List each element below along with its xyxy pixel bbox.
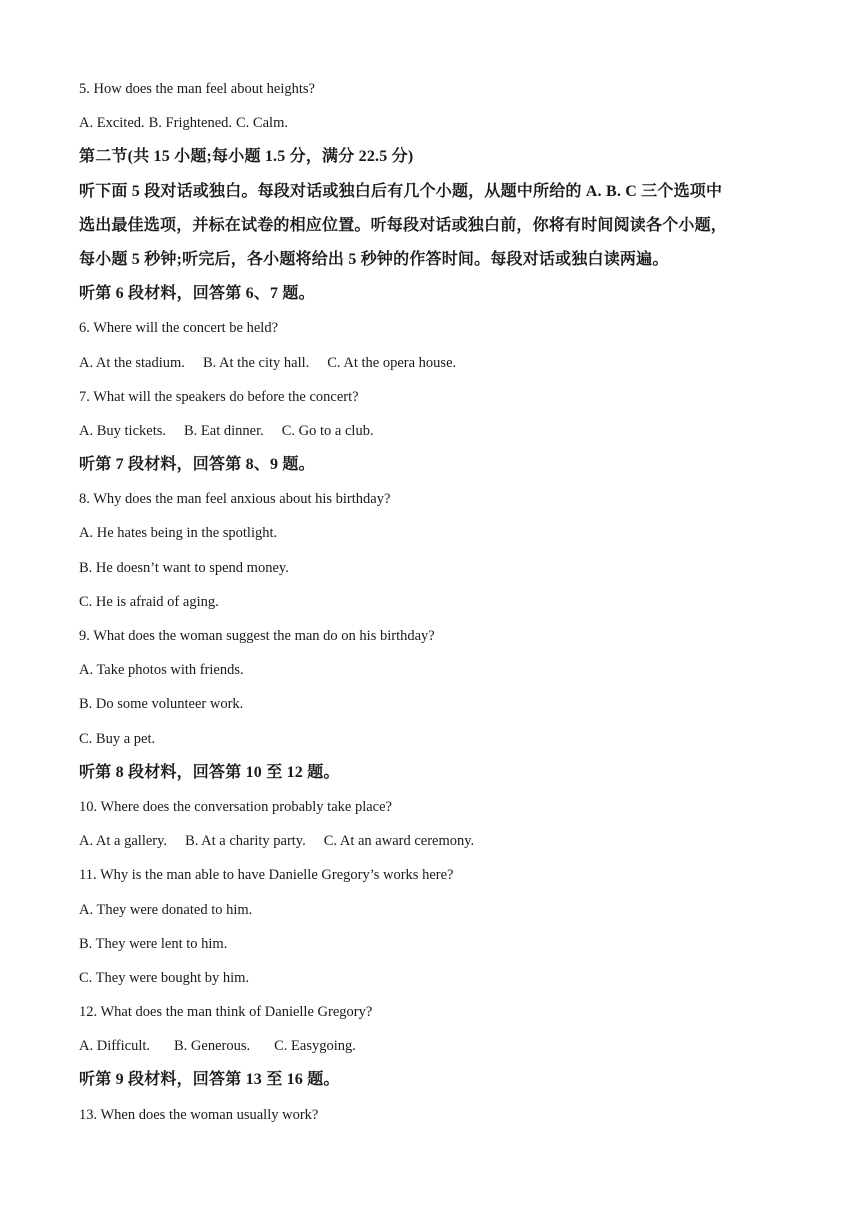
answer-option: A. Excited. [79,115,145,132]
question-text: 6. Where will the concert be held? [79,320,279,337]
answer-option: C. Go to a club. [281,422,374,439]
answer-options-row [79,824,799,858]
answer-option: C. At the opera house. [327,354,457,371]
answer-option: B. Eat dinner. [184,422,264,439]
answer-option: B. They were lent to him. [79,935,228,952]
answer-option: A. Difficult. [79,1038,151,1055]
answer-options-row [79,106,799,140]
answer-option: B. Frightened. [148,115,233,132]
answer-option: B. At a charity party. [185,833,306,850]
answer-options-row [79,414,799,448]
section-heading: 听第 8 段材料，回答第 10 至 12 题。 [79,763,340,781]
answer-option: A. Take photos with friends. [79,662,244,679]
answer-option: B. Do some volunteer work. [79,696,244,713]
question-text: 11. Why is the man able to have Danielle Gregory’s works here? [79,867,454,884]
question-text: 12. What does the man think of Danielle Gregory? [79,1004,373,1021]
answer-option: C. He is afraid of aging. [79,593,219,610]
answer-options-row [79,346,799,380]
question-text: 7. What will the speakers do before the concert? [79,388,359,405]
question-text: 5. How does the man feel about heights? [79,81,315,97]
section-heading: 听下面 5 段对话或独白。每段对话或独白后有几个小题，从题中所给的 A. B. C 三个选项中 [79,182,723,200]
question-text: 10. Where does the conversation probably take place? [79,798,392,815]
section-heading: 听第 7 段材料，回答第 8、9 题。 [79,456,315,474]
answer-option: C. Easygoing. [274,1038,356,1055]
section-heading: 每小题 5 秒钟;听完后，各小题将给出 5 秒钟的作答时间。每段对话或独白读两遍。 [79,250,669,268]
question-text: 13. When does the woman usually work? [79,1106,319,1123]
answer-option: A. At a gallery. [79,833,168,850]
answer-option: C. They were bought by him. [79,969,250,986]
answer-options-row [79,1029,799,1063]
answer-option: C. Buy a pet. [79,730,156,747]
answer-option: B. At the city hall. [202,354,310,371]
answer-option: A. At the stadium. [79,354,185,371]
answer-option: A. They were donated to him. [79,901,253,918]
answer-option: C. Calm. [236,115,288,132]
section-heading: 听第 6 段材料，回答第 6、7 题。 [79,285,315,303]
answer-option: B. He doesn’t want to spend money. [79,559,289,576]
answer-option: C. At an award ceremony. [323,833,475,850]
section-heading: 选出最佳选项，并标在试卷的相应位置。听每段对话或独白前，你将有时间阅读各个小题， [79,216,728,234]
question-text: 8. Why does the man feel anxious about his birthday? [79,491,391,508]
section-heading: 听第 9 段材料，回答第 13 至 16 题。 [79,1071,340,1089]
section-heading: 第二节(共 15 小题;每小题 1.5 分，满分 22.5 分) [79,148,414,166]
answer-option: A. Buy tickets. [79,422,166,439]
answer-option: B. Generous. [174,1038,251,1055]
question-text: 9. What does the woman suggest the man do on his birthday? [79,628,435,644]
answer-option: A. He hates being in the spotlight. [79,525,278,542]
exam-page [79,72,799,1132]
